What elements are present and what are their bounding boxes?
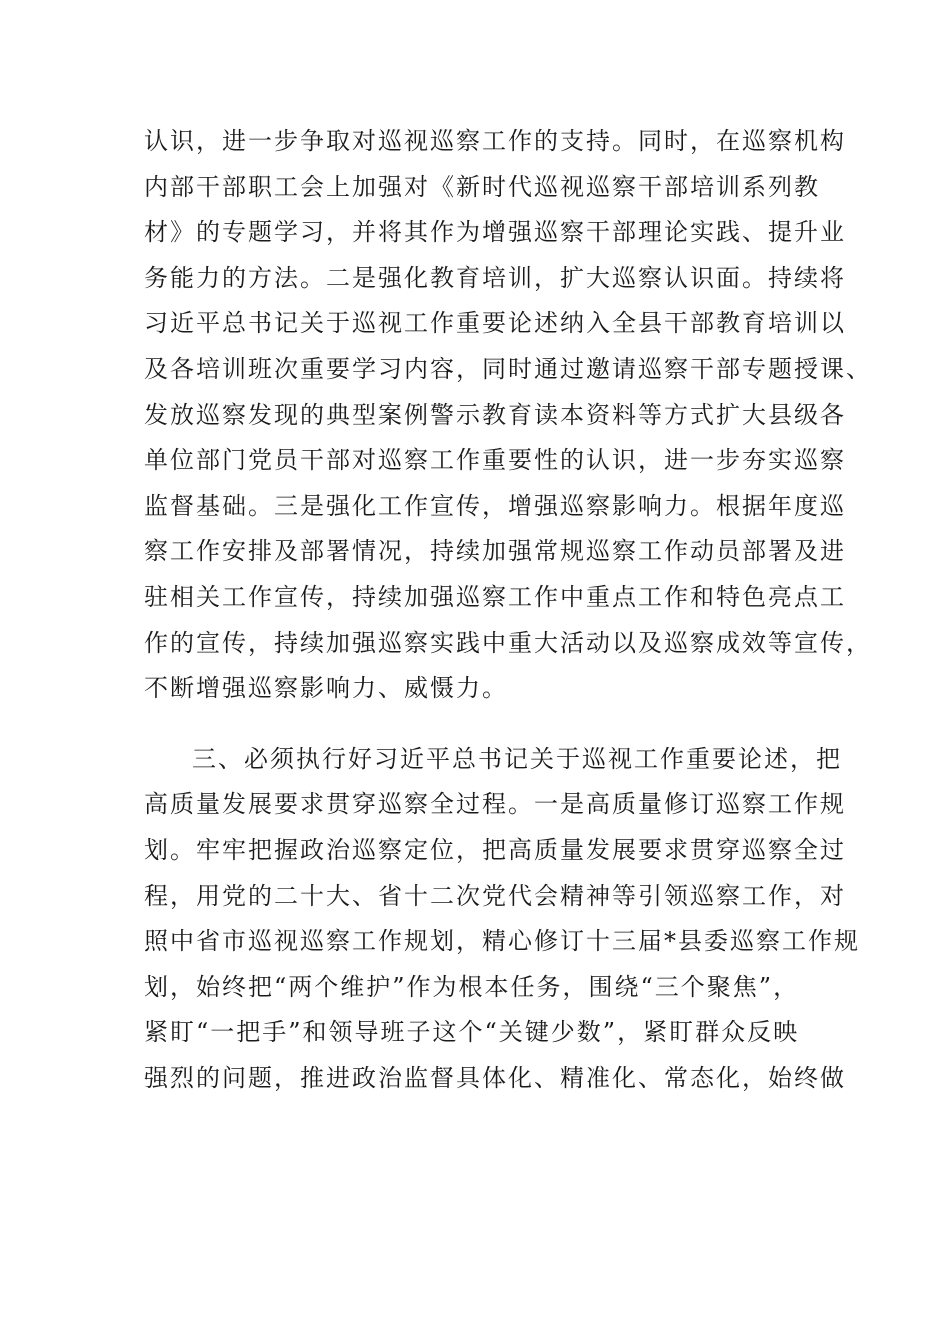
paragraph-2-line: 三、必须执行好习近平总书记关于巡视工作重要论述，把 — [192, 744, 842, 773]
paragraph-1-line: 习近平总书记关于巡视工作重要论述纳入全县干部教育培训以 — [144, 309, 846, 338]
paragraph-2-line: 紧盯“一把手”和领导班子这个“关键少数”，紧盯群众反映 — [144, 1018, 800, 1047]
paragraph-1-line: 认识，进一步争取对巡视巡察工作的支持。同时，在巡察机构 — [144, 127, 846, 155]
paragraph-2-line: 程，用党的二十大、省十二次党代会精神等引领巡察工作，对 — [144, 881, 846, 910]
paragraph-2 — [144, 737, 860, 1102]
paragraph-1-line: 察工作安排及部署情况，持续加强常规巡察工作动员部署及进 — [144, 537, 846, 566]
paragraph-1-line: 内部干部职工会上加强对《新时代巡视巡察干部培训系列教 — [144, 172, 820, 201]
paragraph-1-line: 单位部门党员干部对巡察工作重要性的认识，进一步夯实巡察 — [144, 446, 846, 475]
paragraph-1 — [144, 119, 872, 712]
paragraph-1-line: 监督基础。三是强化工作宣传，增强巡察影响力。根据年度巡 — [144, 491, 846, 520]
paragraph-1-line: 作的宣传，持续加强巡察实践中重大活动以及巡察成效等宣传， — [144, 628, 872, 657]
paragraph-2-line: 照中省市巡视巡察工作规划，精心修订十三届*县委巡察工作规 — [144, 927, 860, 956]
paragraph-1-line: 不断增强巡察影响力、威慑力。 — [144, 674, 508, 703]
paragraph-1-line: 驻相关工作宣传，持续加强巡察工作中重点工作和特色亮点工 — [144, 582, 846, 611]
paragraph-1-line: 材》的专题学习，并将其作为增强巡察干部理论实践、提升业 — [144, 218, 846, 247]
document-body — [144, 119, 872, 1101]
paragraph-2-line: 高质量发展要求贯穿巡察全过程。一是高质量修订巡察工作规 — [144, 790, 846, 819]
paragraph-1-line: 发放巡察发现的典型案例警示教育读本资料等方式扩大县级各 — [144, 400, 846, 429]
paragraph-2-line: 划，始终把“两个维护”作为根本任务，围绕“三个聚焦”， — [144, 972, 800, 1001]
paragraph-1-line: 及各培训班次重要学习内容，同时通过邀请巡察干部专题授课、 — [144, 354, 872, 383]
paragraph-1-line: 务能力的方法。二是强化教育培训，扩大巡察认识面。持续将 — [144, 263, 846, 292]
paragraph-spacer — [144, 712, 824, 737]
paragraph-2-line: 划。牢牢把握政治巡察定位，把高质量发展要求贯穿巡察全过 — [144, 835, 846, 864]
paragraph-2-line: 强烈的问题，推进政治监督具体化、精准化、常态化，始终做 — [144, 1063, 846, 1092]
